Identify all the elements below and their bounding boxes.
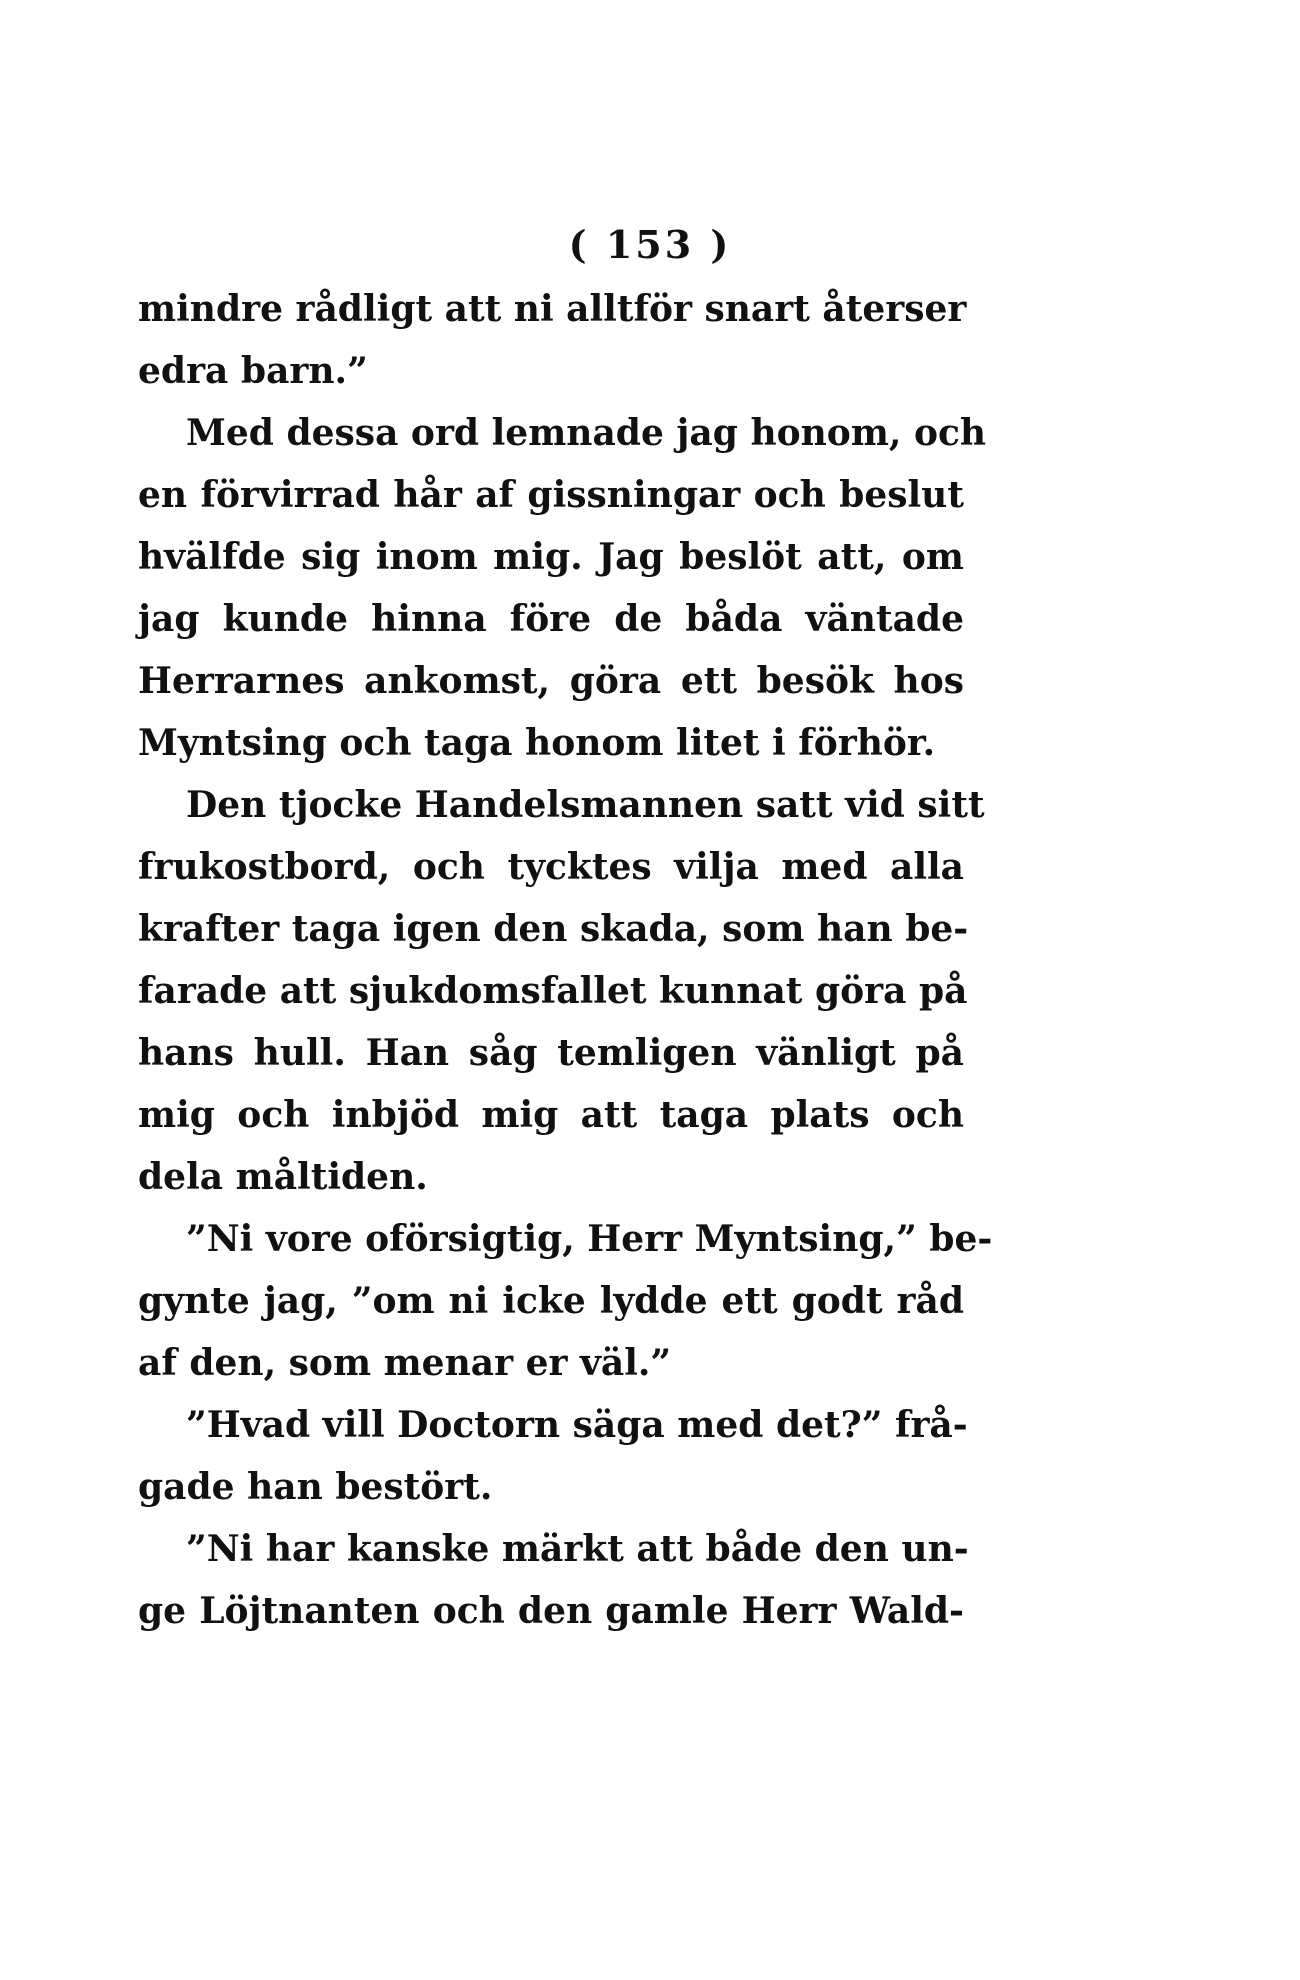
text-line: mig och inbjöd mig att taga plats och (138, 1094, 964, 1136)
text-line: jag kunde hinna före de båda väntade (138, 598, 964, 640)
text-line: ”Hvad vill Doctorn säga med det?” frå- (186, 1404, 968, 1446)
body-text (138, 278, 993, 1642)
text-line: Herrarnes ankomst, göra ett besök hos (138, 660, 964, 702)
text-line: dela måltiden. (138, 1156, 428, 1198)
text-line: en förvirrad hår af gissningar och beslut (138, 474, 964, 516)
text-line: farade att sjukdomsfallet kunnat göra på (138, 970, 968, 1012)
text-line: mindre rådligt att ni alltför snart återser (138, 288, 967, 330)
text-line: Med dessa ord lemnade jag honom, och (186, 412, 987, 454)
text-line: ”Ni vore oförsigtig, Herr Myntsing,” be- (186, 1218, 993, 1260)
text-line: hans hull. Han såg temligen vänligt på (138, 1032, 964, 1074)
page-number: ( 153 ) (568, 222, 732, 267)
text-line: gade han bestört. (138, 1466, 493, 1508)
text-line: frukostbord, och tycktes vilja med alla (138, 846, 964, 888)
text-line: ”Ni har kanske märkt att både den un- (186, 1528, 969, 1570)
text-line: krafter taga igen den skada, som han be- (138, 908, 969, 950)
text-line: ge Löjtnanten och den gamle Herr Wald- (138, 1590, 964, 1632)
text-line: hvälfde sig inom mig. Jag beslöt att, om (138, 536, 964, 578)
text-line: edra barn.” (138, 350, 368, 392)
text-line: gynte jag, ”om ni icke lydde ett godt råd (138, 1280, 964, 1322)
text-line: af den, som menar er väl.” (138, 1342, 672, 1384)
text-line: Den tjocke Handelsmannen satt vid sitt (186, 784, 985, 826)
text-line: Myntsing och taga honom litet i förhör. (138, 722, 936, 764)
